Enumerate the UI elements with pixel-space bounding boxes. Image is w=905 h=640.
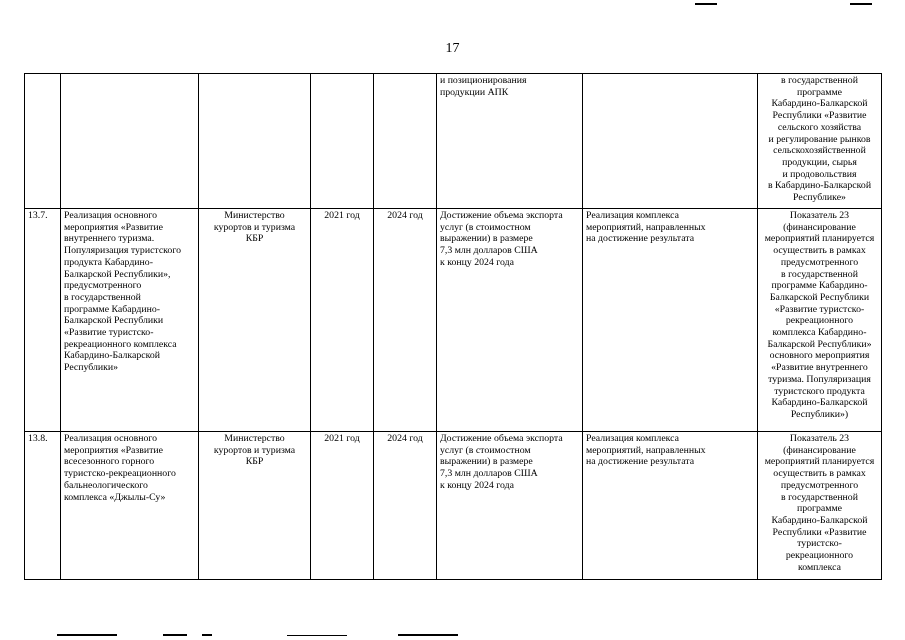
cell-line: и регулирование рынков (768, 133, 871, 145)
cell-line: предусмотренного (780, 479, 859, 491)
cell-line: Кабардино-Балкарской (771, 514, 868, 526)
cell-line: (финансирование (783, 444, 856, 456)
cell-line: выражении) в размере (440, 456, 533, 468)
cell-line: Реализация комплекса (586, 210, 679, 221)
cell-line: Достижение объема экспорта (440, 210, 563, 221)
bottom-rule (287, 635, 347, 636)
cell-line: рекреационного комплекса (64, 338, 177, 350)
description-cell (583, 209, 758, 432)
cell-line: и позиционирования (440, 75, 527, 86)
cell-line: КБР (245, 233, 264, 245)
cell-line: программе (796, 503, 843, 515)
cell-line: Кабардино-Балкарской (64, 350, 161, 362)
cell-line: Министерство (224, 433, 285, 444)
cell-line: программе (796, 86, 843, 98)
cell-line: к концу 2024 года (440, 479, 514, 491)
executor-cell (199, 432, 311, 580)
cell-line: 7,3 млн долларов США (440, 245, 538, 257)
cell-line: предусмотренного (780, 256, 859, 268)
event-cell (61, 432, 199, 580)
cell-line: Популяризация туристского (64, 245, 182, 257)
start-year-cell: 2021 год (311, 432, 374, 580)
description-cell (583, 432, 758, 580)
plan-table (24, 73, 882, 580)
cell-line: Балкарской Республики (769, 291, 870, 303)
cell-line: курортов и туризма (213, 444, 296, 456)
table-row (25, 432, 882, 580)
cell-line: в государственной (781, 268, 858, 280)
cell-line: продукции АПК (440, 86, 509, 98)
cell-line: КБР (245, 456, 264, 468)
cell-line: мероприятия «Развитие (64, 221, 164, 233)
cell-line: «Развитие туристско- (774, 303, 865, 315)
row-number-cell: 13.7. (25, 209, 61, 432)
cell-line: «Развитие туристско- (64, 327, 154, 339)
bottom-rule (57, 634, 117, 636)
table-row (25, 74, 882, 209)
cell-line: услуг (в стоимостном (440, 221, 531, 233)
cell-line: всесезонного горного (64, 456, 155, 468)
cell-line: на достижение результата (586, 233, 695, 245)
cell-line: туристско- (797, 538, 842, 550)
cell-line: в государственной (781, 75, 858, 86)
cell-line: туризма. Популяризация (768, 373, 871, 385)
page-number: 17 (445, 41, 460, 56)
cell-line: Кабардино-Балкарской (771, 98, 868, 110)
cell-line: в Кабардино-Балкарской (767, 180, 872, 192)
cell-line: рекреационного (785, 315, 854, 327)
cell-line: рекреационного (785, 550, 854, 562)
cell-line: Показатель 23 (789, 433, 850, 444)
cell-line: услуг (в стоимостном (440, 444, 531, 456)
row-number-cell: 13.8. (25, 432, 61, 580)
cell-line: бальнеологического (64, 479, 148, 491)
cell-line: Республики») (790, 408, 849, 420)
cell-line: Реализация комплекса (586, 433, 679, 444)
end-year-cell: 2024 год (374, 209, 437, 432)
cell-line: выражении) в размере (440, 233, 533, 245)
cell-line: курортов и туризма (213, 221, 296, 233)
cell-line: в государственной (781, 491, 858, 503)
bottom-rule (398, 634, 458, 636)
result-cell (437, 74, 583, 209)
cell-line: осуществить в рамках (773, 468, 866, 480)
cell-line: мероприятия «Развитие (64, 444, 164, 456)
executor-cell (199, 74, 311, 209)
cell-line: Показатель 23 (789, 210, 850, 221)
result-cell (437, 209, 583, 432)
start-year-cell: 2021 год (311, 209, 374, 432)
cell-line: мероприятий планируется (764, 456, 875, 468)
cell-line: комплекса (798, 561, 841, 573)
cell-line: Реализация основного (64, 210, 158, 221)
cell-line: Республики «Развитие (772, 526, 867, 538)
indicator-link-cell (758, 432, 882, 580)
cell-line: Министерство (224, 210, 285, 221)
cell-line: Республике» (793, 192, 846, 204)
cell-line: программе Кабардино- (771, 280, 868, 292)
cell-line: Реализация основного (64, 433, 158, 444)
bottom-rule (163, 634, 187, 636)
cell-line: Кабардино-Балкарской (771, 397, 868, 409)
cell-line: осуществить в рамках (773, 245, 866, 257)
cell-line: и продовольствия (782, 168, 857, 180)
cell-line: Балкарской Республики» (767, 338, 872, 350)
cell-line: туристского продукта (774, 385, 865, 397)
cell-line: комплекса Кабардино- (772, 327, 867, 339)
event-cell (61, 74, 199, 209)
cell-line: Достижение объема экспорта (440, 433, 563, 444)
cell-line: Республики» (64, 362, 119, 374)
table-row (25, 209, 882, 432)
cell-line: программе Кабардино- (64, 303, 160, 315)
row-number-cell (25, 74, 61, 209)
indicator-link-cell (758, 74, 882, 209)
cell-line: сельскохозяйственной (773, 145, 866, 157)
bottom-rule (202, 634, 212, 636)
cell-line: (финансирование (783, 221, 856, 233)
start-year-cell (311, 74, 374, 209)
cell-line: предусмотренного (64, 280, 142, 292)
cell-line: продукции, сырья (782, 156, 857, 168)
cell-line: туристско-рекреационного (64, 468, 176, 480)
cell-line: к концу 2024 года (440, 256, 514, 268)
top-rule-left (695, 3, 717, 5)
cell-line: комплекса «Джылы-Су» (64, 491, 166, 503)
cell-line: сельского хозяйства (777, 121, 862, 133)
cell-line: 7,3 млн долларов США (440, 468, 538, 480)
result-cell (437, 432, 583, 580)
executor-cell (199, 209, 311, 432)
cell-line: внутреннего туризма. (64, 233, 155, 245)
cell-line: мероприятий, направленных (586, 221, 706, 233)
indicator-link-cell (758, 209, 882, 432)
cell-line: продукта Кабардино- (64, 256, 153, 268)
cell-line: Балкарской Республики», (64, 268, 171, 280)
cell-line: на достижение результата (586, 456, 695, 468)
top-rule-right (850, 3, 872, 5)
event-cell (61, 209, 199, 432)
cell-line: «Развитие внутреннего (771, 362, 868, 374)
cell-line: Республики «Развитие (772, 110, 867, 122)
end-year-cell: 2024 год (374, 432, 437, 580)
end-year-cell (374, 74, 437, 209)
cell-line: Балкарской Республики (64, 315, 164, 327)
description-cell (583, 74, 758, 209)
cell-line: основного мероприятия (769, 350, 870, 362)
cell-line: мероприятий, направленных (586, 444, 706, 456)
cell-line: в государственной (64, 291, 141, 303)
cell-line: мероприятий планируется (764, 233, 875, 245)
